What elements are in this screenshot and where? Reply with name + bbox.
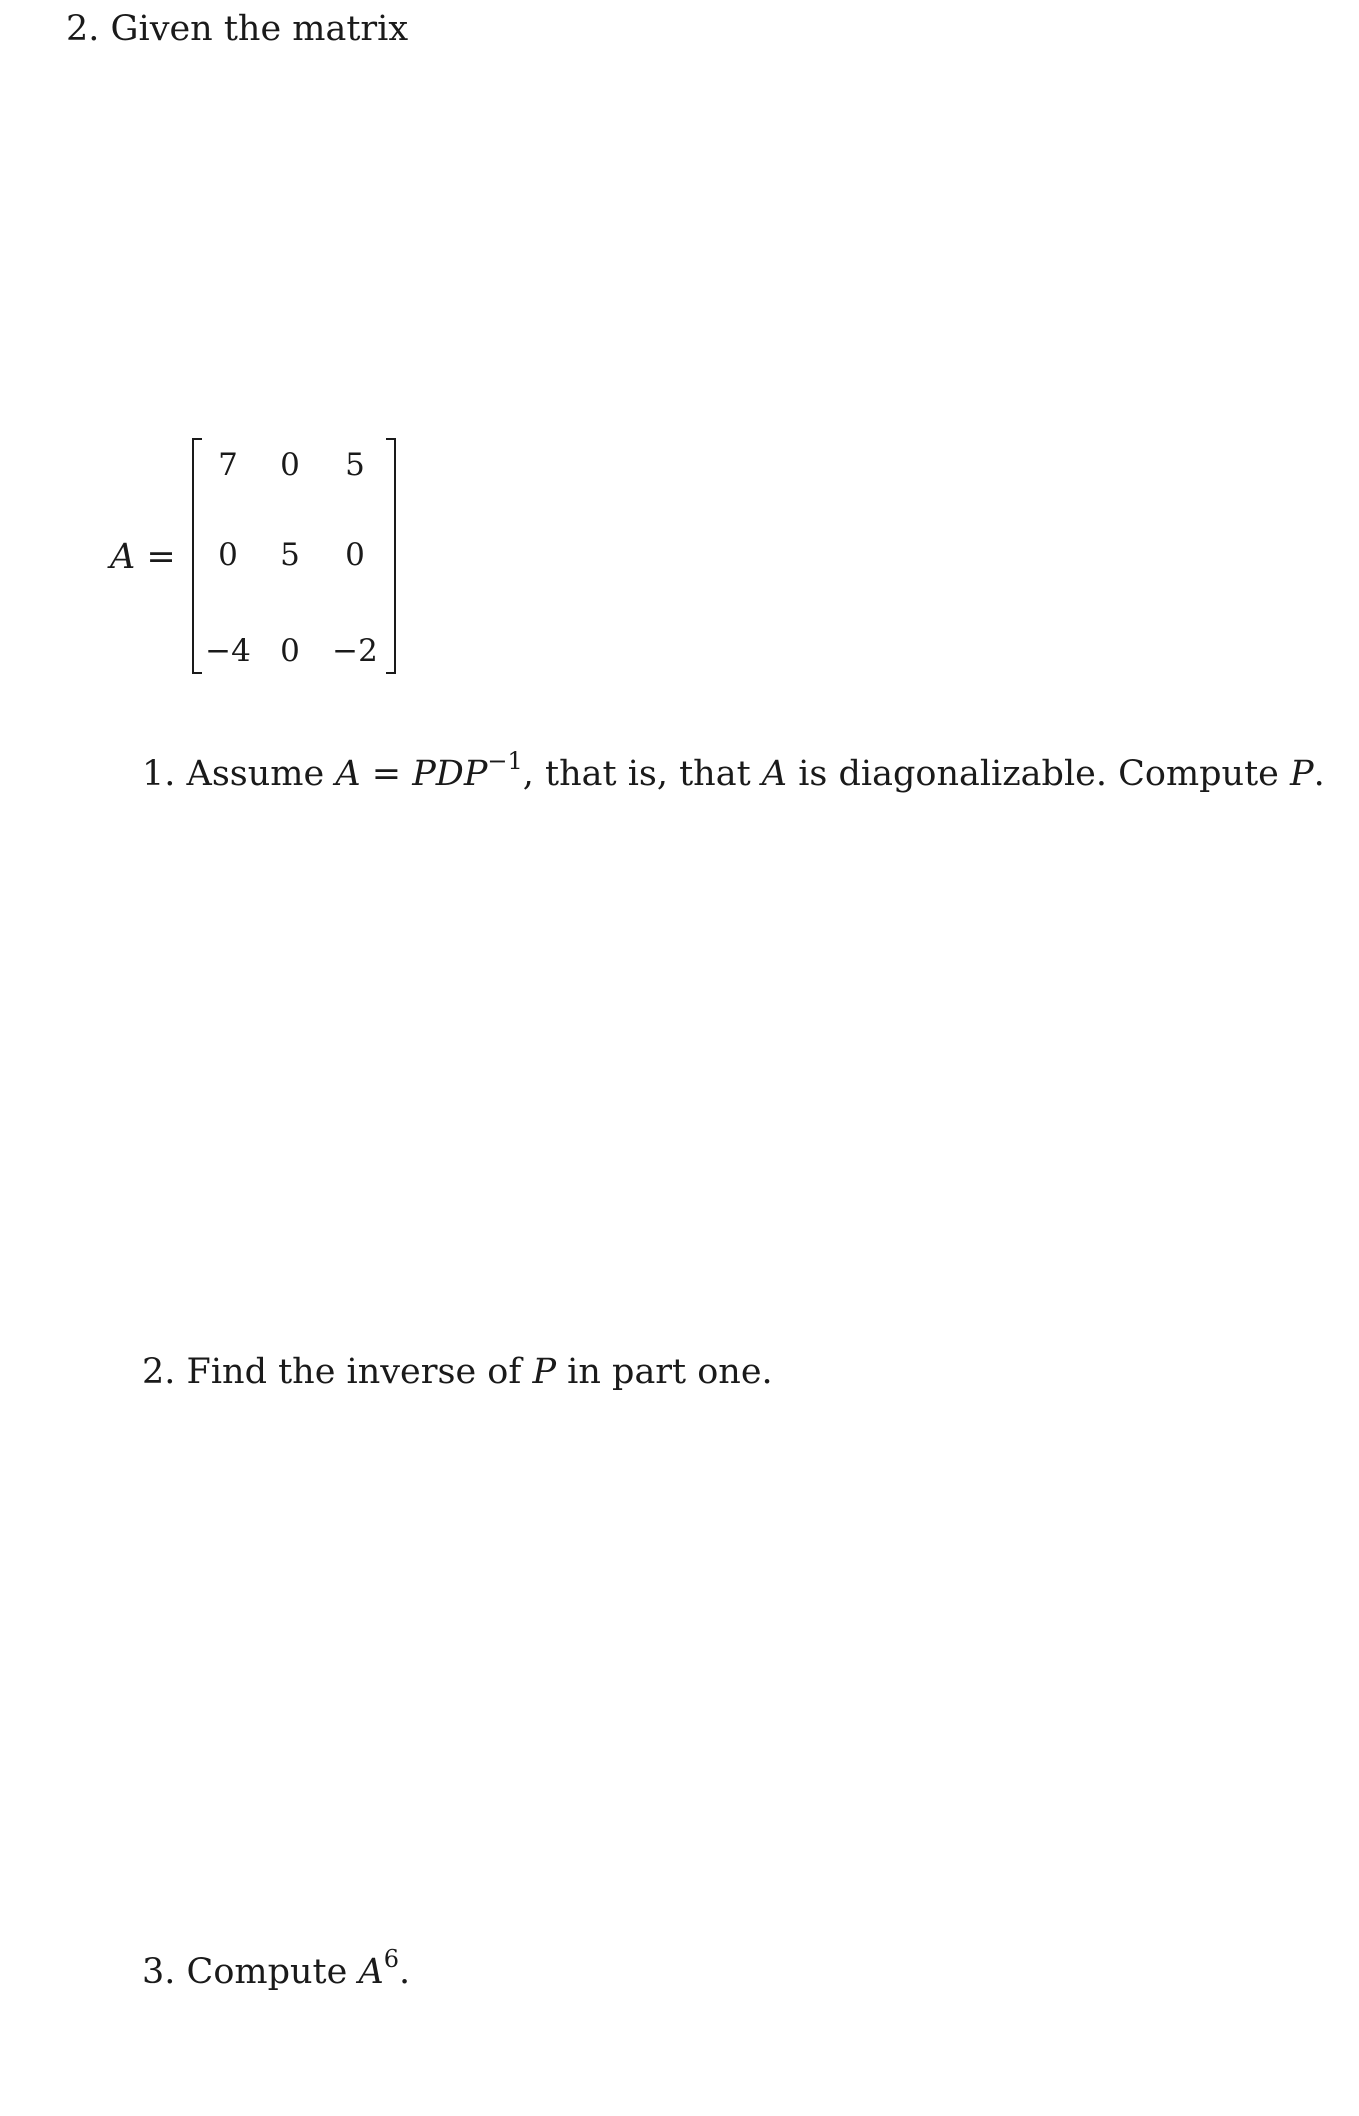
part-1-text: Assume: [186, 754, 325, 794]
matrix-cell: 5: [345, 447, 365, 483]
matrix-right-bracket: [386, 438, 396, 674]
part-3-period: .: [399, 1952, 411, 1992]
matrix-lhs: [110, 537, 176, 577]
matrix-left-bracket: [192, 438, 202, 674]
part-2-symbol-p: P: [532, 1352, 557, 1392]
part-3-exponent: 6: [383, 1945, 400, 1973]
part-1-exponent: −1: [487, 747, 523, 775]
matrix-equals: =: [146, 537, 176, 577]
part-3-number: 3.: [142, 1952, 176, 1992]
part-3-symbol-a: A: [358, 1952, 384, 1992]
matrix-cell: −4: [205, 633, 251, 669]
matrix-cell: −2: [332, 633, 378, 669]
matrix-cell: 0: [280, 633, 300, 669]
part-1-text: is diagonalizable. Compute: [798, 754, 1279, 794]
part-2-number: 2.: [142, 1352, 176, 1392]
matrix-cell: 5: [280, 537, 300, 573]
part-1-equals: =: [371, 754, 402, 794]
part-1-period: .: [1313, 754, 1325, 794]
part-1-number: 1.: [142, 754, 176, 794]
problem-intro: Given the matrix: [110, 9, 409, 49]
part-3-question: [142, 1945, 411, 1992]
matrix-cell: 0: [280, 447, 300, 483]
part-2-question: [142, 1352, 773, 1392]
problem-heading: [66, 9, 409, 49]
matrix-cell: 7: [218, 447, 238, 483]
part-1-question: [142, 747, 1325, 794]
matrix-cell: 0: [345, 537, 365, 573]
part-1-symbol-a: A: [335, 754, 361, 794]
part-1-text: , that is, that: [522, 754, 751, 794]
part-3-text: Compute: [186, 1952, 348, 1992]
part-1-symbol-a: A: [761, 754, 788, 794]
matrix: [192, 438, 396, 674]
problem-number: 2.: [66, 9, 100, 49]
part-1-symbol-p: P: [1290, 754, 1314, 794]
matrix-cell: 0: [218, 537, 238, 573]
part-2-text: in part one.: [567, 1352, 773, 1392]
part-1-symbol-pdp: PDP: [412, 754, 488, 794]
part-2-text: Find the inverse of: [186, 1352, 522, 1392]
matrix-symbol: A: [110, 537, 136, 577]
